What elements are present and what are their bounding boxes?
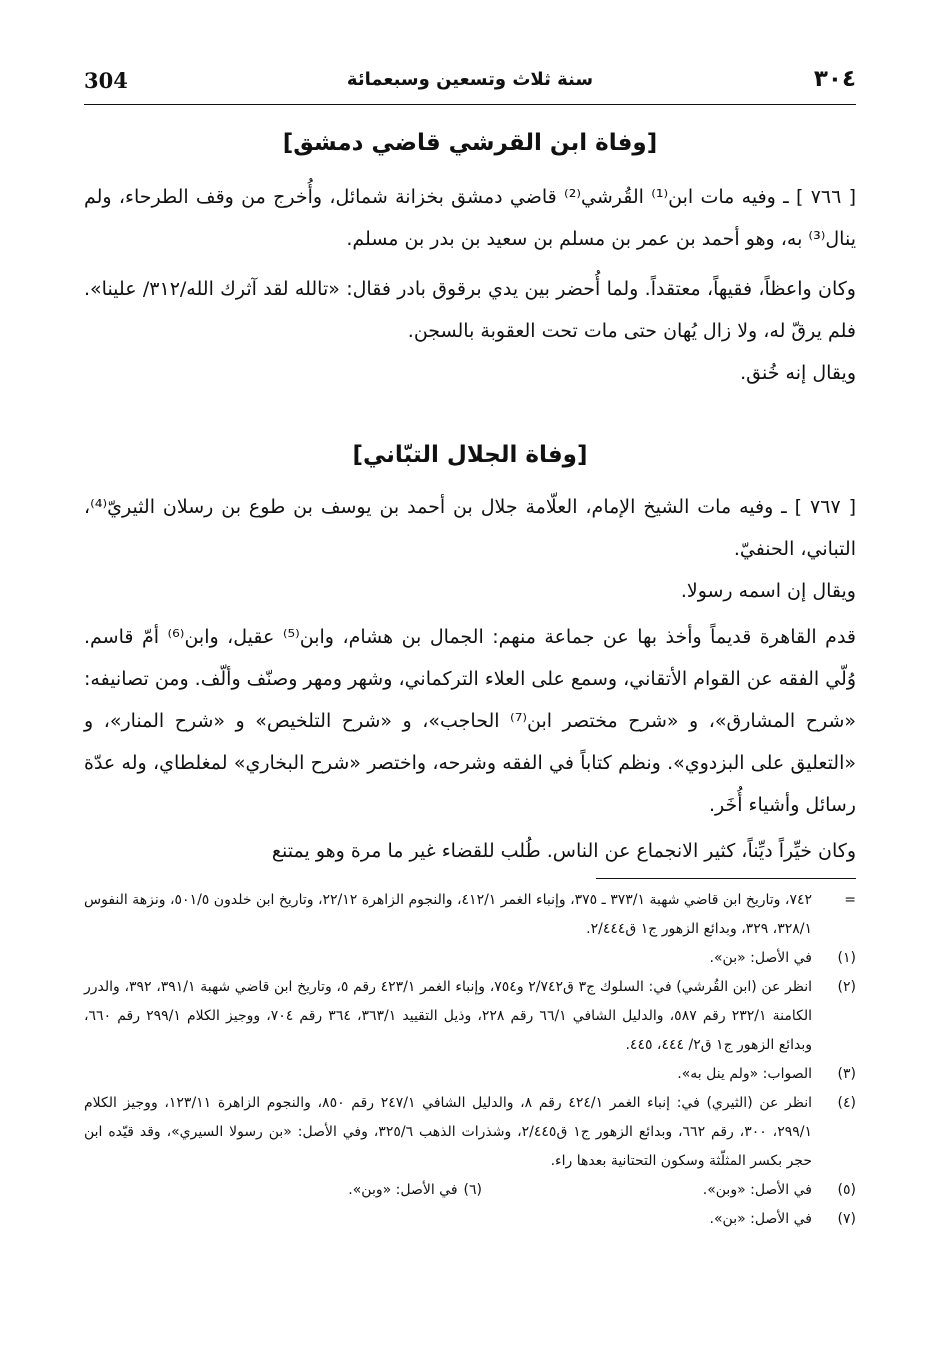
page-number-latin: 304 [84,68,128,93]
footnote-text: في الأصل: «بن». [709,950,812,966]
footnote-rule [596,878,856,879]
entry-paragraph: [ ٧٦٦ ] ـ وفيه مات ابن⁽¹⁾ القُرشي⁽²⁾ قاضي دمشق بخزانة شمائل، وأُخرج من وقف الطرحاء، ولم ينال⁽³⁾ به، وهو أحمد بن عمر بن مسلم بن سعيد بن بدر بن مسلم. [84,186,857,250]
footnote [84,1060,856,1089]
footnote-text: في الأصل: «وبن». [348,1182,458,1198]
header-rule [84,104,856,105]
body-paragraph: وكان خيِّراً ديِّناً، كثير الانجماع عن الناس. طُلب للقضاء غير ما مرة وهو يمتنع [271,840,856,862]
page-number-arabic: ٣٠٤ [813,66,856,92]
footnote-text: في الأصل: «بن». [709,1211,812,1227]
footnote-mark: (٤) [837,1095,856,1111]
footnote-mark: = [844,892,856,908]
footnote-text: الصواب: «ولم ينل به». [677,1066,812,1082]
section-body [84,176,856,394]
body-paragraph: وكان واعظاً، فقيهاً، معتقداً. ولما أُحضر بين يدي برقوق بادر فقال: «تالله لقد آثرك الله/٣١٢/ علينا». فلم يرقّ له، ولا زال يُهان حتى مات تحت العقوبة بالسجن. [84,278,856,342]
page-header [84,66,856,102]
footnote-mark: (٢) [837,979,856,995]
footnote-mark: (٥) [837,1182,856,1198]
footnote-mark: (١) [837,950,856,966]
section-heading: [وفاة ابن القرشي قاضي دمشق] [282,130,658,156]
body-paragraph: ويقال إن اسمه رسولا. [680,580,856,602]
body-paragraph: قدم القاهرة قديماً وأخذ بها عن جماعة منهم: الجمال بن هشام، وابن⁽⁵⁾ عقيل، وابن⁽⁶⁾ أمّ قاسم. وُلّي الفقه عن القوام الأتقاني، وسمع على العلاء التركماني، وشهر ومهر وصنّف وألّف. ومن تصانيفه: «شرح المشارق»، و «شرح مختصر ابن⁽⁷⁾ الحاجب»، و «شرح التلخيص» و «شرح المنار»، و «التعليق على البزدوي». ونظم كتاباً في الفقه وشرحه، واختصر «شرح البخاري» لمغلطاي، وله عدّة رسائل وأشياء أُخَر. [84,626,856,816]
body-paragraph: ويقال إنه خُنق. [740,362,856,384]
footnote [84,944,856,973]
footnote-mark: (٣) [837,1066,856,1082]
footnote-mark: (٧) [837,1211,856,1227]
section-heading: [وفاة الجلال التبّاني] [352,442,588,468]
entry-paragraph: [ ٧٦٧ ] ـ وفيه مات الشيخ الإمام، العلّامة جلال بن أحمد بن يوسف بن طوع بن رسلان الثيريّ⁽⁴⁾، التباني، الحنفيّ. [84,496,857,560]
footnote-pair [84,1176,856,1205]
footnotes [84,886,856,1234]
footnote-text: في الأصل: «وبن». [702,1182,812,1198]
footnote [84,1205,856,1234]
footnote-text: ٧٤٢، وتاريخ ابن قاضي شهبة ٣٧٣/١ ـ ٣٧٥، وإنباء الغمر ٤١٢/١، والنجوم الزاهرة ٢٢/١٢، وتاريخ ابن خلدون ٥٠١/٥، ونزهة النفوس ٣٢٨/١، ٣٢٩، وبدائع الزهور ج١ ق٢/٤٤٤. [84,892,812,937]
footnote-text: انظر عن (ابن القُرشي) في: السلوك ج٣ ق٢/٧٤٢ و٧٥٤، وإنباء الغمر ٤٢٣/١ رقم ٥، وتاريخ ابن قاضي شهبة ٣٩١/١، ٣٩٢، والدرر الكامنة ٢٣٢/١ رقم ٥٨٧، والدليل الشافي ٦٦/١ رقم ٢٢٨، وذيل التقييد ٣٦٣/١، ٣٦٤ رقم ٧٠٤، ووجيز الكلام ٢٩٩/١ رقم ٦٦٠، وبدائع الزهور ج١ ق٢/ ٤٤٤، ٤٤٥. [84,979,813,1053]
footnote [84,886,856,944]
footnote [84,1089,856,1176]
section-body [84,486,856,872]
footnote [84,973,856,1060]
footnote-mark: (٦) [463,1182,482,1198]
footnote-text: انظر عن (الثيري) في: إنباء الغمر ٤٢٤/١ رقم ٨، والدليل الشافي ٢٤٧/١ رقم ٨٥٠، والنجوم الزاهرة ١٢٣/١١، ووجيز الكلام ٢٩٩/١، ٣٠٠، رقم ٦٦٢، وبدائع الزهور ج١ ق٢/٤٤٥، وشذرات الذهب ٣٢٥/٦، وفي الأصل: «بن رسولا السيري»، وقد قيّده ابن حجر بكسر المثلّثة وسكون التحتانية بعدها راء. [84,1095,812,1169]
running-title: سنة ثلاث وتسعين وسبعمائة [346,69,594,90]
